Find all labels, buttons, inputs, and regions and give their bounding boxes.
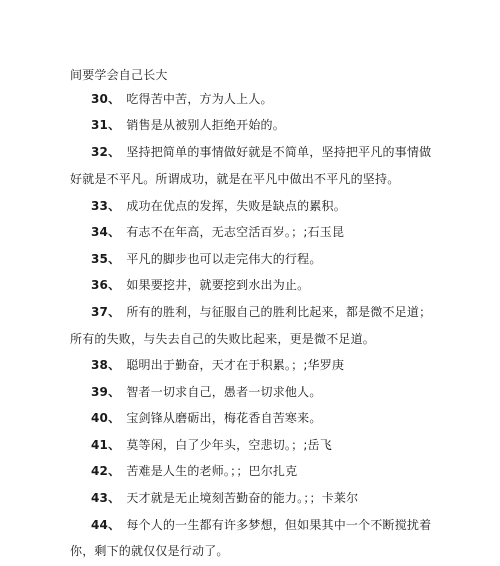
list-item: [91, 437, 332, 453]
item-text: 聪明出于勤奋，天才在于积累。；;华罗庚: [126, 358, 345, 372]
item-number: 43、: [91, 491, 121, 505]
list-item: [91, 490, 358, 506]
item-number: 39、: [91, 385, 121, 399]
item-number: 31、: [91, 118, 121, 132]
item-number: 30、: [91, 92, 121, 106]
list-item-continuation: 你，剩下的就仅仅是行动了。: [70, 544, 229, 558]
item-number: 36、: [91, 278, 121, 292]
item-number: 32、: [91, 145, 121, 159]
list-item: [91, 410, 322, 426]
list-item: [91, 224, 344, 240]
item-number: 44、: [91, 518, 121, 532]
item-number: 42、: [91, 464, 121, 478]
item-number: 41、: [91, 438, 121, 452]
item-text: 吃得苦中苦，方为人上人。: [126, 92, 273, 106]
item-text: 如果要挖井，就要挖到水出为止。: [126, 278, 310, 292]
item-number: 38、: [91, 358, 121, 372]
item-text: 平凡的脚步也可以走完伟大的行程。: [126, 252, 322, 266]
item-text: 苦难是人生的老师。；；巴尔扎克: [126, 464, 298, 478]
list-item: [91, 384, 322, 400]
list-item: [91, 198, 346, 214]
item-text: 坚持把简单的事情做好就是不简单，坚持把平凡的事情做: [126, 145, 432, 159]
item-text: 销售是从被别人拒绝开始的。: [126, 118, 285, 132]
item-text: 莫等闲，白了少年头，空悲切。；;岳飞: [126, 438, 332, 452]
list-item: [91, 357, 344, 373]
item-text: 所有的胜利，与征服自己的胜利比起来，都是微不足道；: [126, 305, 432, 319]
list-item: [91, 277, 309, 293]
list-item: [91, 517, 431, 533]
item-text: 每个人的一生都有许多梦想，但如果其中一个不断搅扰着: [126, 518, 432, 532]
list-item-continuation: 所有的失败，与失去自己的失败比起来，更是微不足道。: [70, 332, 376, 346]
item-text: 有志不在年高，无志空活百岁。；;石玉昆: [126, 225, 345, 239]
item-number: 40、: [91, 411, 121, 425]
list-item: [91, 251, 322, 267]
item-number: 34、: [91, 225, 121, 239]
list-item: [91, 117, 285, 133]
list-item: [91, 91, 273, 107]
item-text: 天才就是无止境刻苦勤奋的能力。；；卡莱尔: [126, 491, 359, 505]
list-item-continuation: 好就是不平凡。所谓成功，就是在平凡中做出不平凡的坚持。: [70, 172, 400, 186]
list-item: [91, 144, 431, 160]
item-number: 37、: [91, 305, 121, 319]
item-text: 宝剑锋从磨砺出，梅花香自苦寒来。: [126, 411, 322, 425]
list-item: [91, 463, 297, 479]
item-text: 智者一切求自己，愚者一切求他人。: [126, 385, 322, 399]
list-item: [91, 304, 431, 320]
item-number: 33、: [91, 199, 121, 213]
item-text: 成功在优点的发挥，失败是缺点的累积。: [126, 199, 346, 213]
item-number: 35、: [91, 252, 121, 266]
heading-fragment: 间要学会自己长大: [70, 68, 168, 82]
